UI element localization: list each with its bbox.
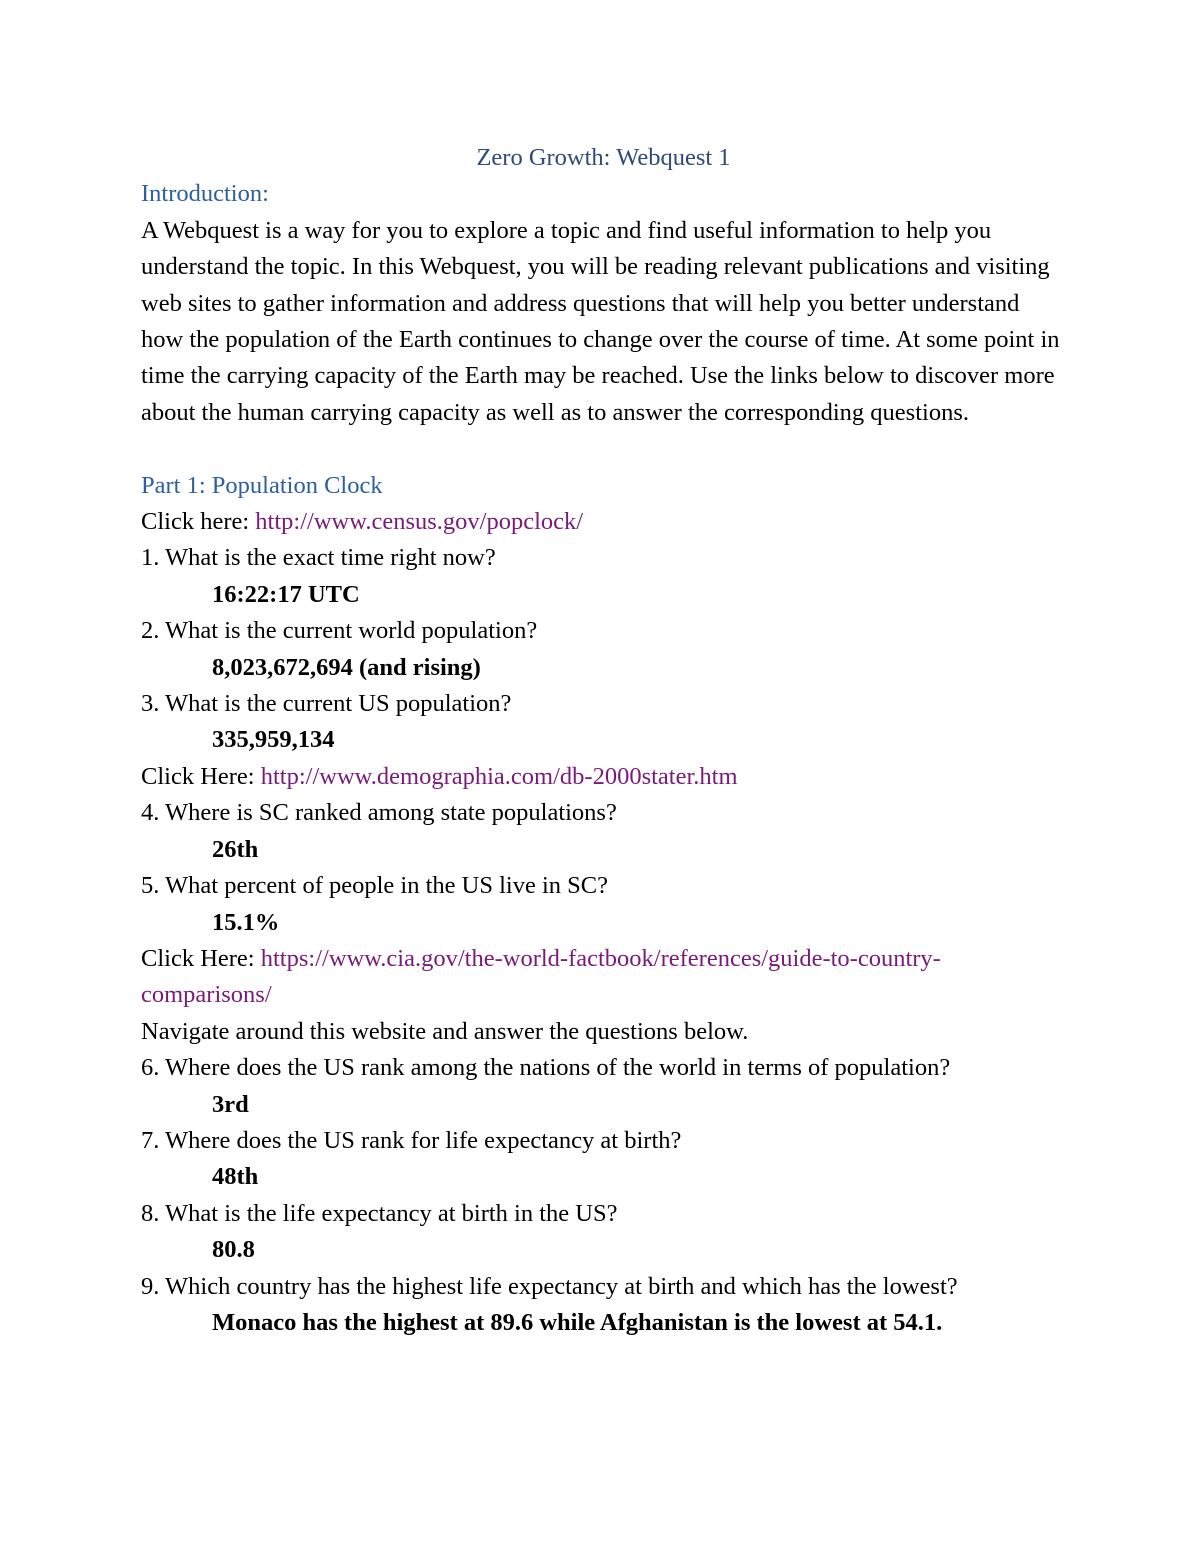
cia-factbook-link[interactable]: https://www.cia.gov/the-world-factbook/references/guide-to-country-comparisons/ — [141, 944, 941, 1009]
demographia-link[interactable]: http://www.demographia.com/db-2000stater.htm — [260, 762, 738, 790]
document-title: Zero Growth: Webquest 1 — [476, 144, 731, 171]
navigate-instruction: Navigate around this website and answer the questions below. — [141, 1017, 749, 1045]
question-4: 4. Where is SC ranked among state populations? — [141, 799, 617, 827]
answer-6: 3rd — [212, 1090, 249, 1118]
census-link-line — [141, 504, 1066, 540]
demographia-link-line — [141, 759, 1066, 795]
answer-7: 48th — [212, 1163, 259, 1191]
link-prefix: Click Here: — [141, 762, 261, 790]
intro-paragraph: A Webquest is a way for you to explore a topic and find useful information to help you understand the topic. In this Webquest, you will be reading relevant publications and visiting web sites to gather information and address questions that will help you better understand how the population of the Earth continues to change over the course of time. At some point in time the carrying capacity of the Earth may be reached. Use the links below to discover more about the human carrying capacity as well as to answer the corresponding questions. — [141, 216, 1060, 426]
question-8: 8. What is the life expectancy at birth in the US? — [141, 1199, 618, 1227]
census-popclock-link[interactable]: http://www.census.gov/popclock/ — [255, 508, 584, 536]
question-3: 3. What is the current US population? — [141, 690, 512, 718]
link-prefix: Click Here: — [141, 944, 261, 972]
answer-5: 15.1% — [212, 908, 280, 936]
answer-2: 8,023,672,694 (and rising) — [212, 653, 481, 681]
intro-heading: Introduction: — [141, 180, 269, 208]
question-1: 1. What is the exact time right now? — [141, 544, 496, 572]
spacer — [141, 431, 1066, 467]
part1-heading: Part 1: Population Clock — [141, 471, 383, 499]
cia-link-line — [141, 941, 1066, 1014]
answer-9: Monaco has the highest at 89.6 while Afghanistan is the lowest at 54.1. — [212, 1308, 943, 1336]
question-9: 9. Which country has the highest life expectancy at birth and which has the lowest? — [141, 1272, 958, 1300]
answer-8: 80.8 — [212, 1236, 255, 1264]
link-prefix: Click here: — [141, 508, 256, 536]
document-page — [141, 140, 1066, 1341]
question-7: 7. Where does the US rank for life expectancy at birth? — [141, 1126, 682, 1154]
answer-1: 16:22:17 UTC — [212, 580, 360, 608]
question-5: 5. What percent of people in the US live in SC? — [141, 872, 608, 900]
answer-4: 26th — [212, 835, 259, 863]
question-6: 6. Where does the US rank among the nations of the world in terms of population? — [141, 1054, 951, 1082]
answer-3: 335,959,134 — [212, 726, 335, 754]
question-2: 2. What is the current world population? — [141, 617, 538, 645]
